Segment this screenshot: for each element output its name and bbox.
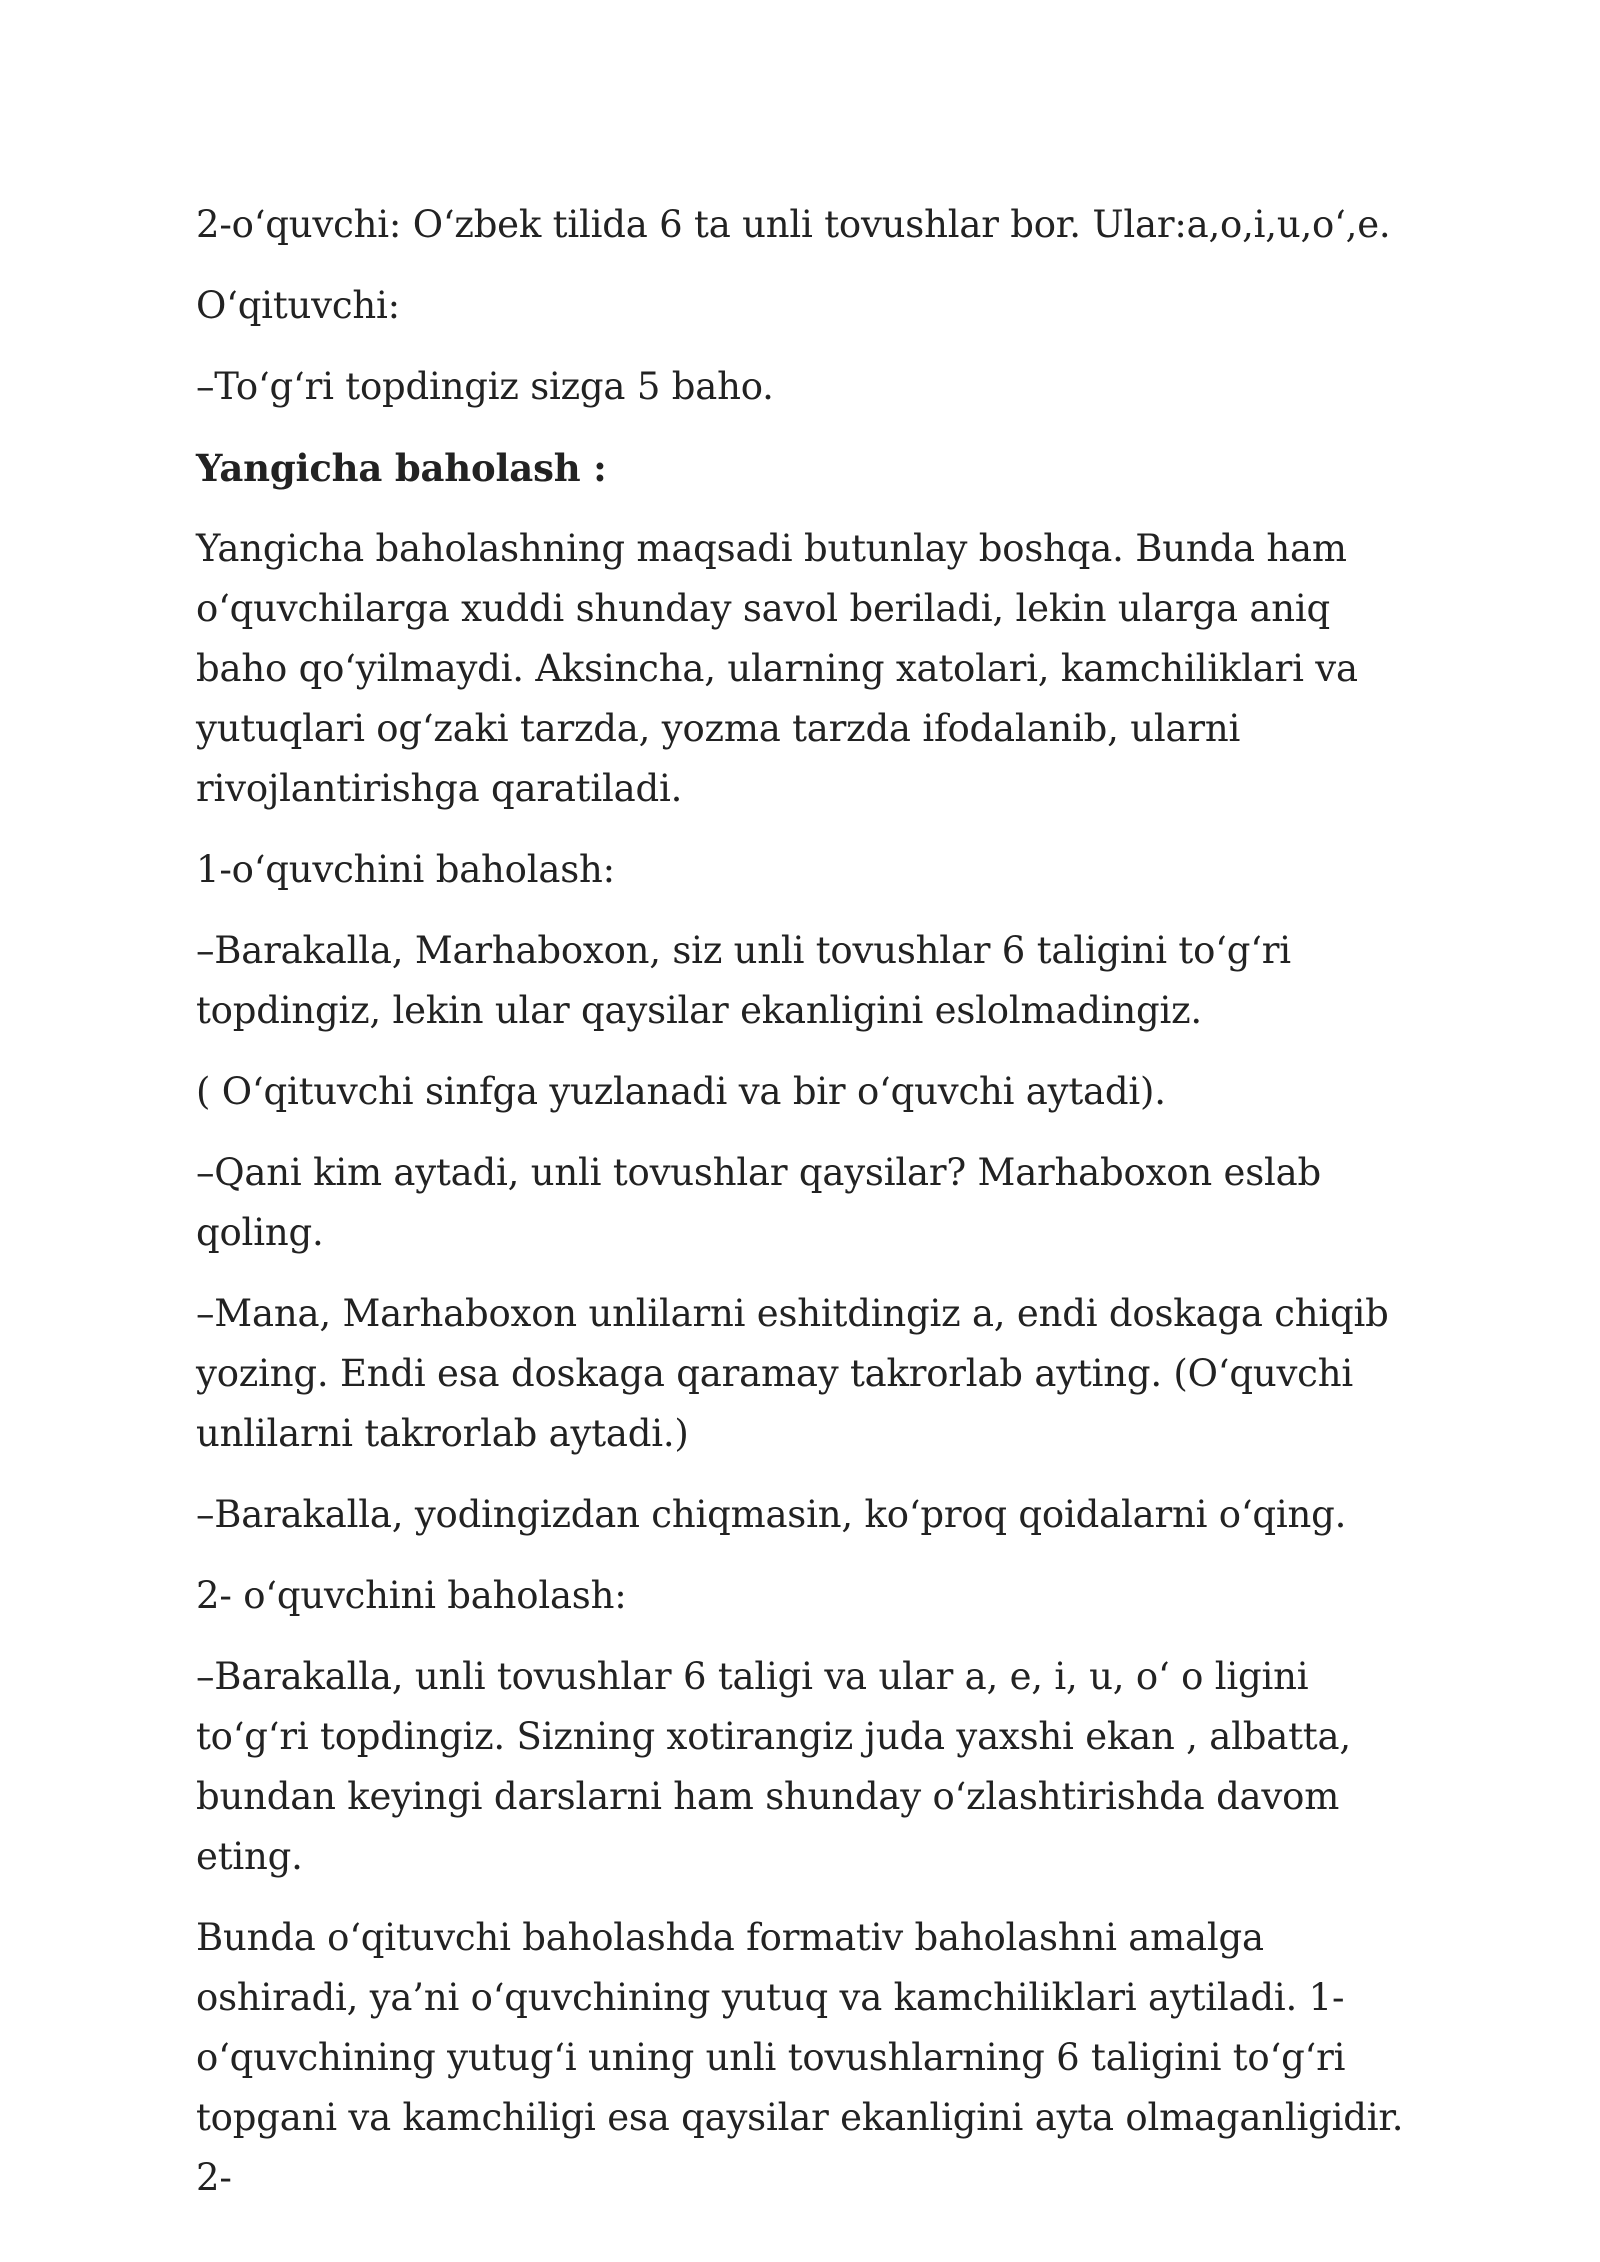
heading-new-assessment: Yangicha baholash : xyxy=(196,446,607,490)
paragraph-question-vowels: –Qani kim aytadi, unli tovushlar qaysilar? Marhaboxon eslab qoling. xyxy=(196,1151,1321,1254)
paragraph-student-2-assessment-label: 2- o‘quvchini baholash: xyxy=(196,1574,627,1617)
paragraph-student-2-feedback: –Barakalla, unli tovushlar 6 taligi va ular a, e, i, u, o‘ o ligini to‘g‘ri topdingiz. Sizning xotirangiz juda yaxshi ekan , albatta, bundan keyingi darslarni ham shunday o‘zlashtirishda davom eting. xyxy=(196,1655,1351,1878)
paragraph-student-2-answer: 2-o‘quvchi: O‘zbek tilida 6 ta unli tovushlar bor. Ular:a,o,i,u,o‘,e. xyxy=(196,203,1391,246)
paragraph-board-instruction: –Mana, Marhaboxon unlilarni eshitdingiz a, endi doskaga chiqib yozing. Endi esa doskaga qaramay takrorlab ayting. (O‘quvchi unlilarni takrorlab aytadi.) xyxy=(196,1292,1389,1455)
paragraph-formative-summary: Bunda o‘qituvchi baholashda formativ baholashni amalga oshiradi, ya’ni o‘quvchining yutuq va kamchiliklari aytiladi. 1-o‘quvchining yutug‘i uning unli tovushlarning 6 taligini to‘g‘ri topgani va kamchiligi esa qaysilar ekanligini ayta olmaganligidir. 2- xyxy=(196,1916,1404,2199)
paragraph-student-1-assessment-label: 1-o‘quvchini baholash: xyxy=(196,848,615,891)
paragraph-student-1-feedback: –Barakalla, Marhaboxon, siz unli tovushlar 6 taligini to‘g‘ri topdingiz, lekin ular qaysilar ekanligini eslolmadingiz. xyxy=(196,929,1291,1032)
paragraph-teacher-grade: –To‘g‘ri topdingiz sizga 5 baho. xyxy=(196,365,774,408)
paragraph-new-assessment-purpose: Yangicha baholashning maqsadi butunlay boshqa. Bunda ham o‘quvchilarga xuddi shunday savol beriladi, lekin ularga aniq baho qo‘yilmaydi. Aksincha, ularning xatolari, kamchiliklari va yutuqlari og‘zaki tarzda, yozma tarzda ifodalanib, ularni rivojlantirishga qaratiladi. xyxy=(196,527,1358,810)
paragraph-teacher-to-class: ( O‘qituvchi sinfga yuzlanadi va bir o‘quvchi aytadi). xyxy=(196,1070,1166,1113)
paragraph-teacher-label: O‘qituvchi: xyxy=(196,284,400,327)
paragraph-praise-rules: –Barakalla, yodingizdan chiqmasin, ko‘proq qoidalarni o‘qing. xyxy=(196,1493,1347,1536)
